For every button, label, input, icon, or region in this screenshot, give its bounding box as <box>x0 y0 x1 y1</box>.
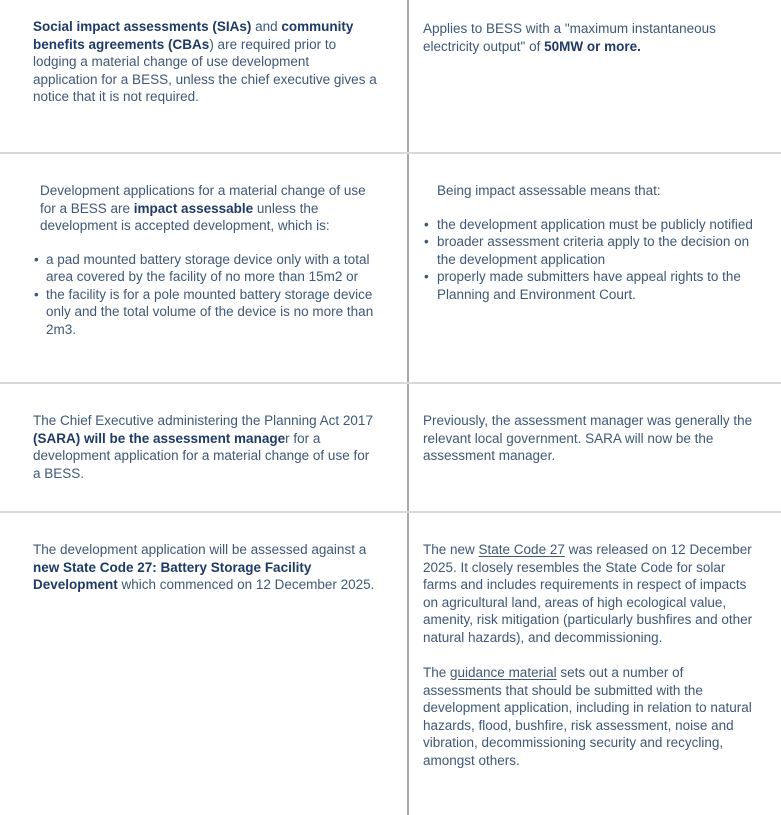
text-run: Development applications for a material change of use for a BESS are <box>40 183 366 216</box>
bullet-list <box>33 251 377 339</box>
bullet-item <box>33 286 377 339</box>
paragraph <box>33 412 377 482</box>
bold-text: impact assessable <box>133 200 254 216</box>
bold-text: (SARA) will be the assessment manage <box>33 430 286 446</box>
bold-text: 50MW or more. <box>544 38 641 54</box>
table-cell-right <box>409 513 781 815</box>
bold-text: Social impact assessments (SIAs) <box>33 19 252 34</box>
text-run: Previously, the assessment manager was generally the relevant local government. SARA will now be the assessment manager. <box>423 413 753 463</box>
bold-text: community benefits agreements (CBAs <box>33 19 354 52</box>
paragraph <box>33 541 377 594</box>
text-run: was released on 12 December 2025. It closely resembles the State Code for solar farms and includes requirements in respect of impacts on agricultural land, areas of high ecological value, amenity, risk mitigation (particularly bushfires and other natural hazards), and decommissioning. <box>423 542 753 645</box>
bullet-item <box>423 216 761 234</box>
text-run: The new <box>423 542 479 557</box>
paragraph <box>33 18 377 106</box>
text-run: The Chief Executive administering the Planning Act 2017 <box>33 413 373 428</box>
table-row <box>0 382 781 511</box>
text-run: the facility is for a pole mounted battery storage device only and the total volume of the device is no more than 2m3. <box>46 286 374 337</box>
paragraph <box>423 182 761 200</box>
state-code-27-link[interactable]: State Code 27 <box>478 542 565 557</box>
text-run: a pad mounted battery storage device only with a total area covered by the facility of no more than 15m2 or <box>46 251 370 284</box>
text-run: broader assessment criteria apply to the decision on the development application <box>437 234 750 267</box>
table-cell-left <box>0 384 409 511</box>
text-run: and <box>251 19 282 34</box>
table-row <box>0 0 781 152</box>
paragraph <box>423 664 761 769</box>
table-row <box>0 511 781 815</box>
text-run: which commenced on 12 December 2025. <box>117 577 375 592</box>
bold-text: new State Code 27: Battery Storage Facility Development <box>33 559 312 592</box>
text-run: properly made submitters have appeal rights to the Planning and Environment Court. <box>437 269 741 302</box>
guidance-material-link[interactable]: guidance material <box>450 665 557 680</box>
table-cell-left <box>0 513 409 815</box>
table-cell-right <box>409 154 781 382</box>
table-cell-right <box>409 384 781 511</box>
bullet-item <box>423 268 761 303</box>
bullet-item <box>33 251 377 286</box>
text-run: ) are required prior to lodging a material change of use development application for a BESS, unless the chief executive gives a notice that it is not required. <box>33 36 377 104</box>
table-row <box>0 152 781 382</box>
table-cell-right <box>409 0 781 152</box>
paragraph <box>423 412 761 465</box>
table-cell-left <box>0 0 409 152</box>
paragraph <box>423 541 761 646</box>
table-cell-left <box>0 154 409 382</box>
text-run: r for a development application for a material change of use for a BESS. <box>33 430 370 481</box>
paragraph <box>423 20 761 55</box>
text-run: unless the development is accepted development, which is: <box>40 200 330 233</box>
bullet-item <box>423 233 761 268</box>
text-run: The development application will be assessed against a <box>33 542 367 557</box>
bullet-list <box>423 216 761 304</box>
text-run: Applies to BESS with a "maximum instantaneous electricity output" of <box>423 21 716 54</box>
text-run: Being impact assessable means that: <box>437 183 661 198</box>
text-run: sets out a number of assessments that should be submitted with the development application, including in relation to natural hazards, flood, bushfire, risk assessment, noise and vibration, decommissioning security and recycling, amongst others. <box>423 665 752 768</box>
text-run: The <box>423 665 451 680</box>
text-run: the development application must be publicly notified <box>437 216 753 232</box>
paragraph <box>33 182 377 235</box>
